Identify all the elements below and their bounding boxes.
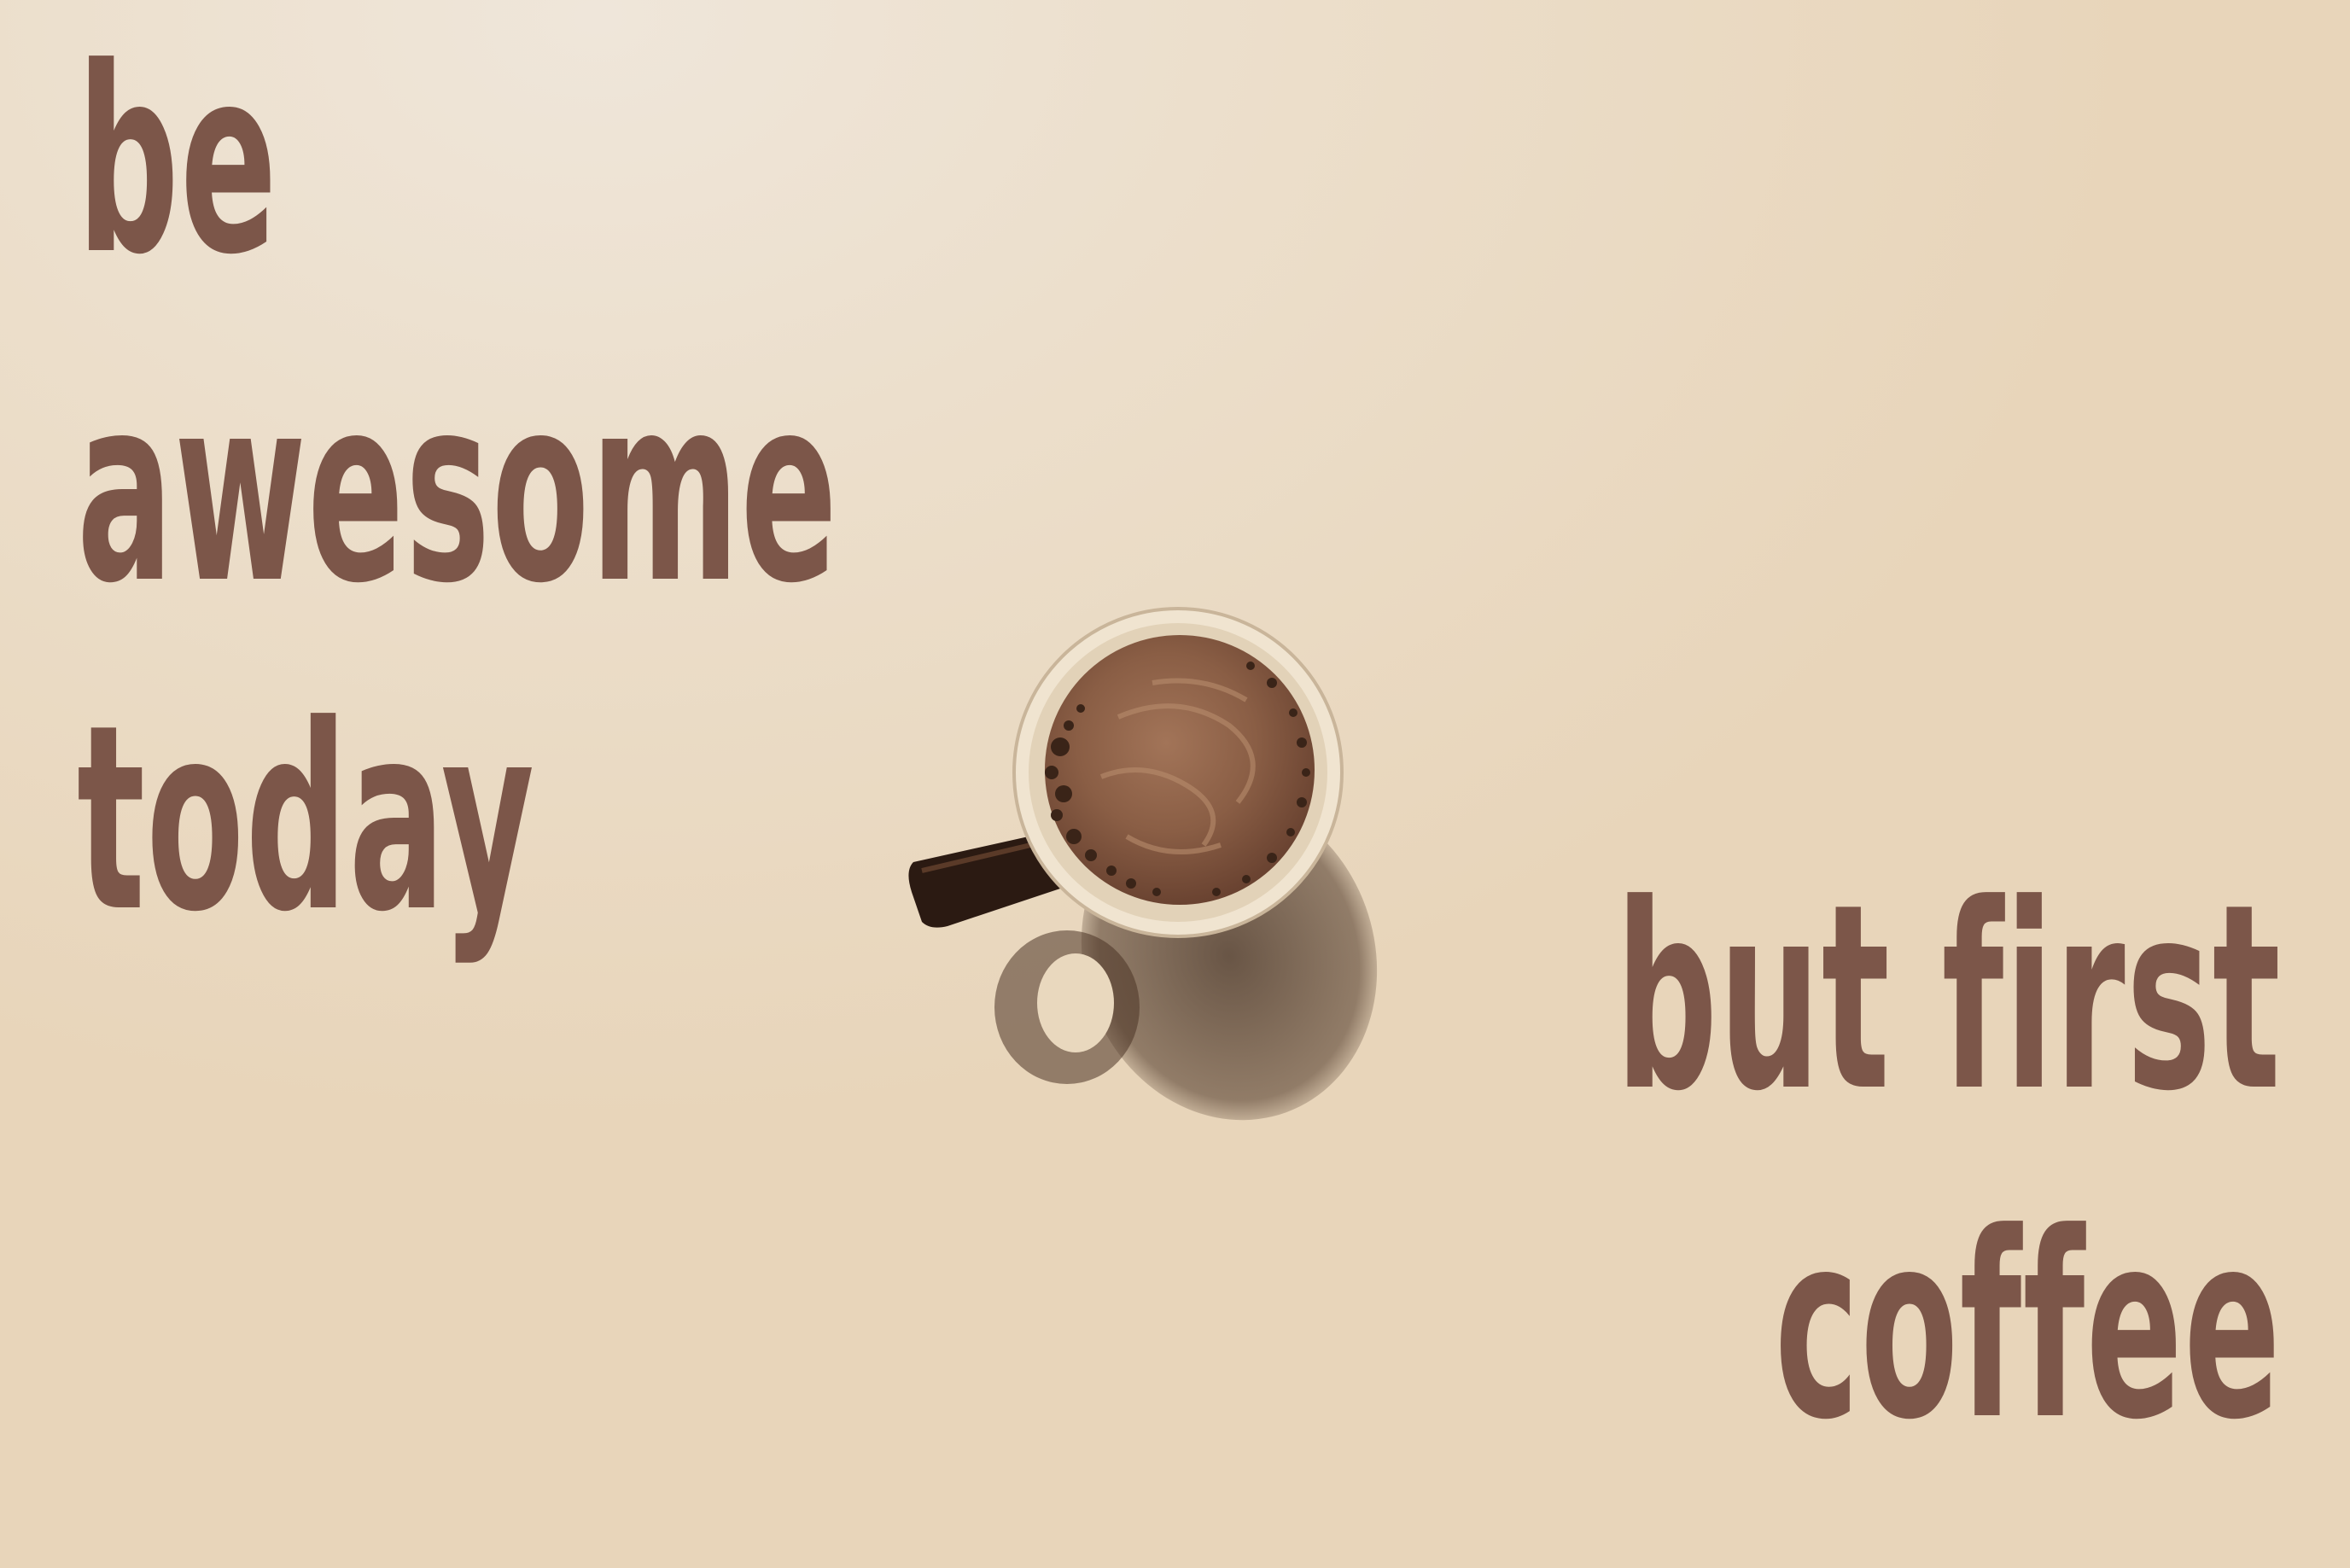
left-quote-line-3: today — [77, 670, 536, 968]
right-quote-line-2: coffee — [1774, 1178, 2282, 1476]
coffee-surface — [1045, 635, 1315, 905]
right-quote-line-1: but first — [1615, 849, 2282, 1147]
left-quote-line-2: awesome — [77, 341, 839, 639]
left-quote-line-1: be — [77, 13, 278, 311]
right-quote — [1207, 849, 2282, 1528]
